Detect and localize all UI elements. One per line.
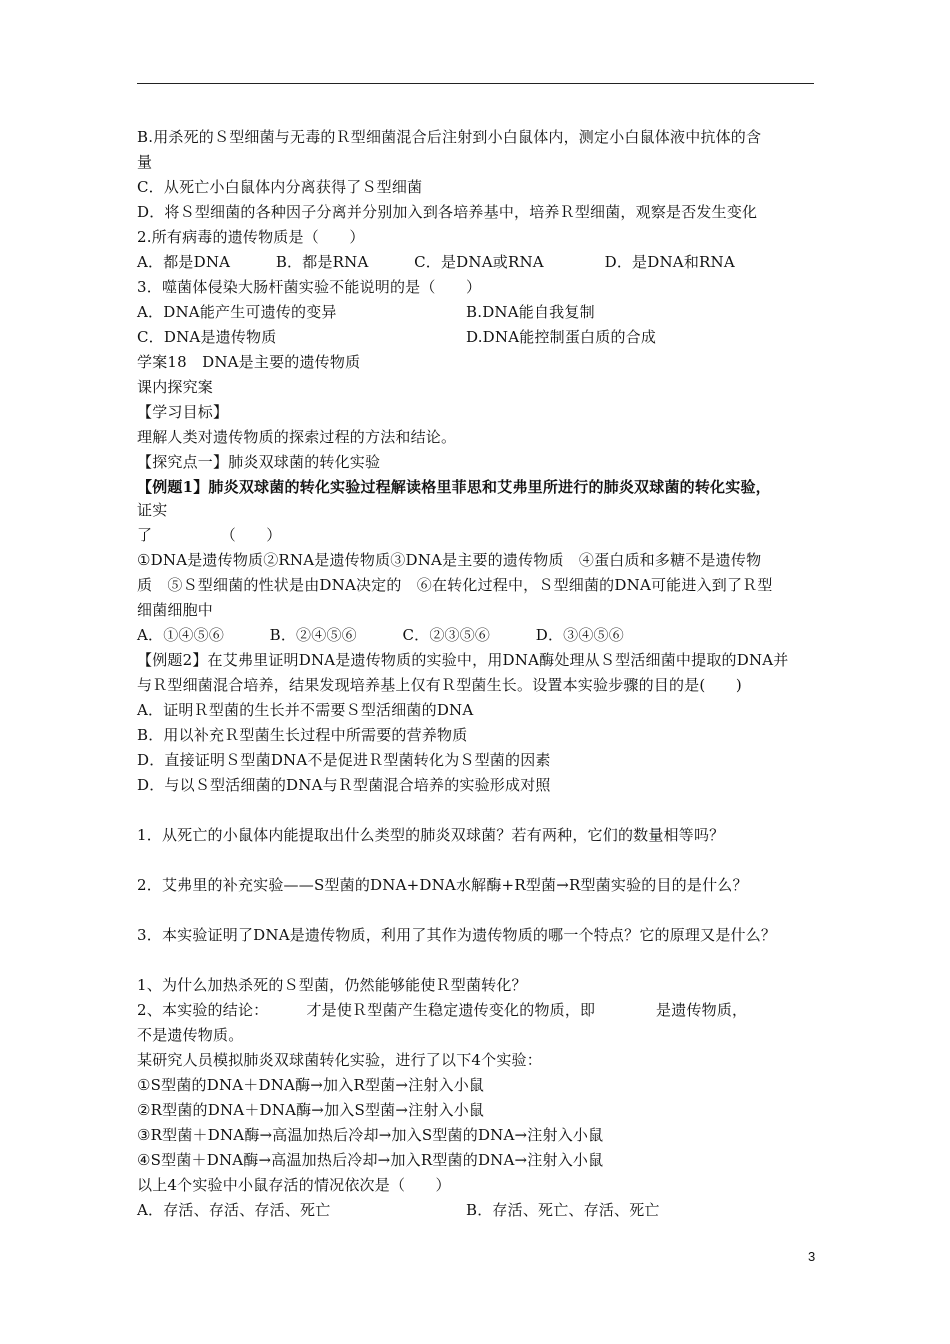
text-line xyxy=(137,625,624,645)
text-line xyxy=(137,477,771,497)
line-text: 不是遗传物质。 xyxy=(137,1026,244,1044)
text-line xyxy=(137,377,213,397)
text-line xyxy=(137,1100,484,1120)
line-text: 2．艾弗里的补充实验——S型菌的DNA+DNA水解酶+R型菌→R型菌实验的目的是什么？ xyxy=(137,876,748,894)
line-text: 以上4个实验中小鼠存活的情况依次是（ ） xyxy=(137,1176,451,1194)
line-text: A．都是DNA B．都是RNA C．是DNA或RNA D．是DNA和RNA xyxy=(137,253,735,271)
text-line xyxy=(137,1200,660,1220)
text-line xyxy=(137,1000,747,1020)
text-line xyxy=(137,152,152,172)
text-line xyxy=(137,427,456,447)
line-text: 与Ｒ型细菌混合培养，结果发现培养基上仅有Ｒ型菌生长。设置本实验步骤的目的是( ) xyxy=(137,676,742,694)
line-text: 1、为什么加热杀死的Ｓ型菌，仍然能够能使Ｒ型菌转化？ xyxy=(137,976,527,994)
text-line xyxy=(137,1075,484,1095)
text-line xyxy=(137,575,773,595)
text-line xyxy=(137,352,360,372)
text-line xyxy=(137,875,748,895)
line-text: 【例题1】肺炎双球菌的转化实验过程解读格里菲思和艾弗里所进行的肺炎双球菌的转化实验， xyxy=(137,478,771,496)
line-text: C．DNA是遗传物质 xyxy=(137,328,277,346)
line-text: 3．本实验证明了DNA是遗传物质，利用了其作为遗传物质的哪一个特点？它的原理又是什么？ xyxy=(137,926,777,944)
line-text: 细菌细胞中 xyxy=(137,601,214,619)
line-text: 了 （ ） xyxy=(137,526,282,544)
line-text: A．存活、存活、存活、死亡 xyxy=(137,1201,331,1219)
page-number: 3 xyxy=(808,1249,816,1264)
line-text: C．从死亡小白鼠体内分离获得了Ｓ型细菌 xyxy=(137,178,423,196)
line-text: 【例题2】在艾弗里证明DNA是遗传物质的实验中，用DNA酶处理从Ｓ型活细菌中提取的DNA并 xyxy=(137,651,789,669)
line-text: 课内探究案 xyxy=(137,378,214,396)
text-line xyxy=(137,500,167,520)
text-line xyxy=(137,775,551,795)
line-text: D．直接证明Ｓ型菌DNA不是促进Ｒ型菌转化为Ｓ型菌的因素 xyxy=(137,751,551,769)
line-text: 某研究人员模拟肺炎双球菌转化实验，进行了以下4个实验： xyxy=(137,1051,542,1069)
text-line xyxy=(137,1125,603,1145)
text-line xyxy=(137,975,527,995)
text-line xyxy=(137,600,213,620)
text-line xyxy=(137,550,761,570)
line-text: ②R型菌的DNA＋DNA酶→加入S型菌→注射入小鼠 xyxy=(137,1101,485,1119)
line-text: 证实 xyxy=(137,501,168,519)
text-line xyxy=(137,925,776,945)
line-text: 【探究点一】肺炎双球菌的转化实验 xyxy=(137,453,381,471)
line-text: ④S型菌＋DNA酶→高温加热后冷却→加入R型菌的DNA→注射入小鼠 xyxy=(137,1151,604,1169)
line-text: 学案18 DNA是主要的遗传物质 xyxy=(137,353,361,371)
line-text: A．DNA能产生可遗传的变异 xyxy=(137,303,337,321)
line-text: 2、本实验的结论： 才是使Ｒ型菌产生稳定遗传变化的物质，即 是遗传物质， xyxy=(137,1001,748,1019)
text-line xyxy=(137,675,742,695)
line-text-column2: B．存活、死亡、存活、死亡 xyxy=(466,1201,660,1219)
line-text-column2: B.DNA能自我复制 xyxy=(466,303,595,321)
text-line xyxy=(137,127,761,147)
header-rule xyxy=(137,83,814,84)
text-line xyxy=(137,525,282,545)
text-line xyxy=(137,750,551,770)
line-text: D．与以Ｓ型活细菌的DNA与Ｒ型菌混合培养的实验形成对照 xyxy=(137,776,551,794)
line-text: 量 xyxy=(137,153,153,171)
line-text: 【学习目标】 xyxy=(137,403,229,421)
line-text: 质 ⑤Ｓ型细菌的性状是由DNA决定的 ⑥在转化过程中，Ｓ型细菌的DNA可能进入到了Ｒ型 xyxy=(137,576,773,594)
text-line xyxy=(137,277,481,297)
line-text: A．证明Ｒ型菌的生长并不需要Ｓ型活细菌的DNA xyxy=(137,701,474,719)
line-text: 1．从死亡的小鼠体内能提取出什么类型的肺炎双球菌？若有两种，它们的数量相等吗？ xyxy=(137,826,725,844)
text-line xyxy=(137,825,724,845)
line-text: B．用以补充Ｒ型菌生长过程中所需要的营养物质 xyxy=(137,726,468,744)
line-text: D．将Ｓ型细菌的各种因子分离并分别加入到各培养基中，培养Ｒ型细菌，观察是否发生变化 xyxy=(137,203,758,221)
line-text-column2: D.DNA能控制蛋白质的合成 xyxy=(466,328,657,346)
text-line xyxy=(137,252,735,272)
text-line xyxy=(137,202,757,222)
text-line xyxy=(137,650,789,670)
line-text: A．①④⑤⑥ B．②④⑤⑥ C．②③⑤⑥ D．③④⑤⑥ xyxy=(137,626,624,644)
text-line xyxy=(137,725,467,745)
line-text: 理解人类对遗传物质的探索过程的方法和结论。 xyxy=(137,428,457,446)
text-line xyxy=(137,327,657,347)
text-line xyxy=(137,700,473,720)
text-line xyxy=(137,1175,451,1195)
text-line xyxy=(137,1025,243,1045)
text-line xyxy=(137,402,228,422)
text-line xyxy=(137,302,595,322)
line-text: ③R型菌＋DNA酶→高温加热后冷却→加入S型菌的DNA→注射入小鼠 xyxy=(137,1126,604,1144)
line-text: ①DNA是遗传物质②RNA是遗传物质③DNA是主要的遗传物质 ④蛋白质和多糖不是遗传物 xyxy=(137,551,762,569)
line-text: 2.所有病毒的遗传物质是（ ） xyxy=(137,228,365,246)
text-line xyxy=(137,1050,542,1070)
text-line xyxy=(137,177,422,197)
line-text: ①S型菌的DNA＋DNA酶→加入R型菌→注射入小鼠 xyxy=(137,1076,485,1094)
text-line xyxy=(137,452,380,472)
text-line xyxy=(137,227,365,247)
text-line xyxy=(137,1150,603,1170)
line-text: 3．噬菌体侵染大肠杆菌实验不能说明的是（ ） xyxy=(137,278,482,296)
line-text: B.用杀死的Ｓ型细菌与无毒的Ｒ型细菌混合后注射到小白鼠体内，测定小白鼠体液中抗体的含 xyxy=(137,128,762,146)
